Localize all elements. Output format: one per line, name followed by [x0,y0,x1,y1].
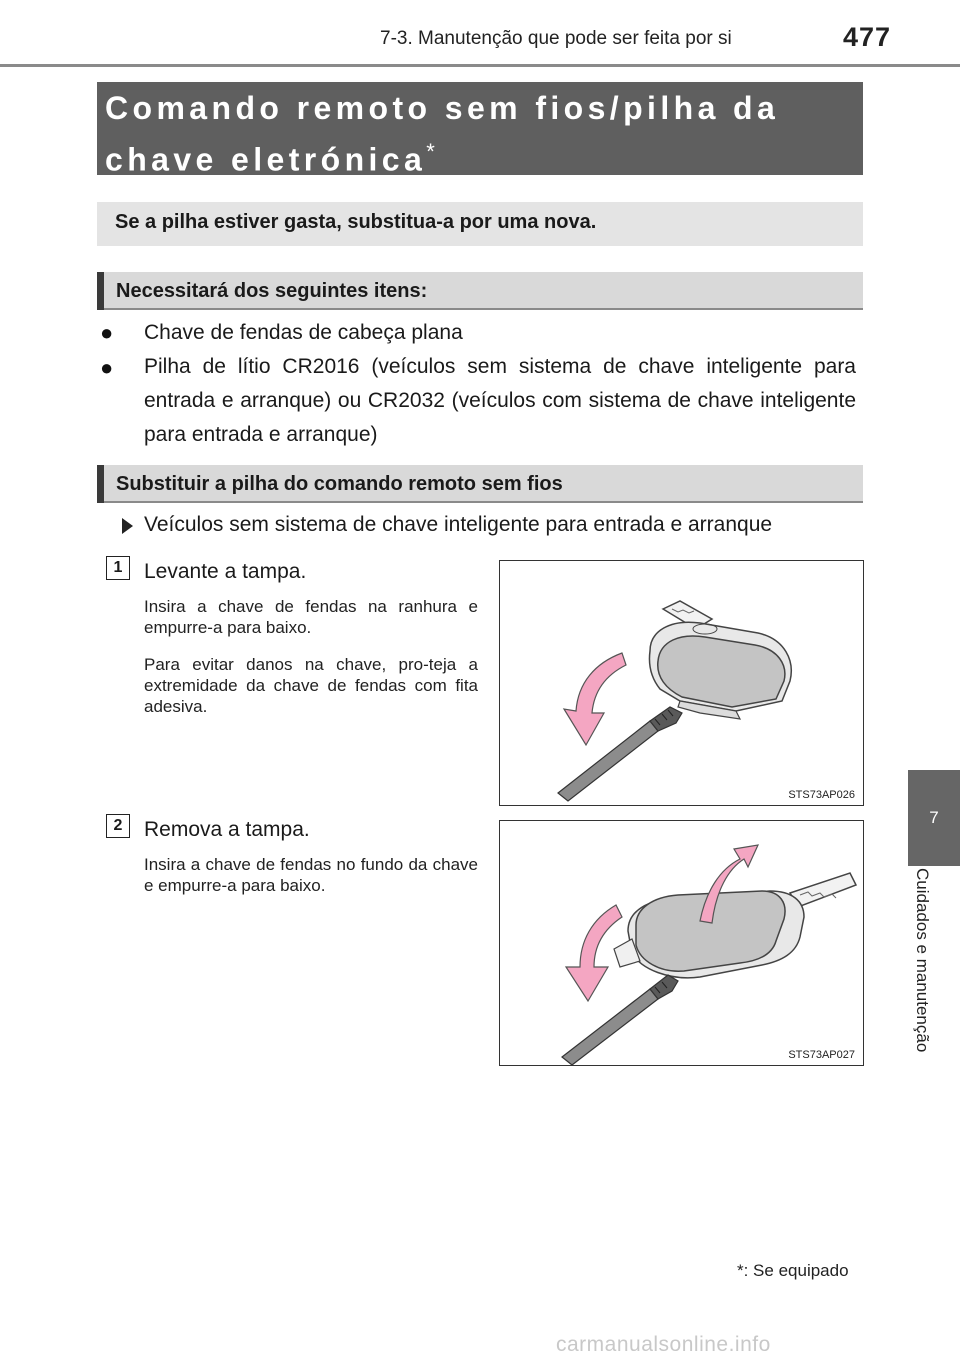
figure-lift-cover [499,560,864,806]
key-illustration-1 [500,561,863,805]
running-header-section: 7-3. Manutenção que pode ser feita por si [380,28,732,49]
step-description: Para evitar danos na chave, pro-teja a extremidade da chave de fendas com fita adesiva. [144,655,478,716]
intro-text: Se a pilha estiver gasta, substitua-a por uma nova. [115,211,597,233]
list-item: Pilha de lítio CR2016 (veículos sem sistema de chave inteligente para entrada e arranque) ou CR2032 (veículos com sistema de chave inteligente para entrada e arranque) [144,355,856,446]
section-heading-bar-items [97,272,104,310]
page-title-text: Comando remoto sem fios/pilha da chave eletrónica [105,90,780,178]
step-title: Remova a tampa. [144,818,310,841]
section-heading-replace: Substituir a pilha do comando remoto sem fios [116,473,563,495]
page-number: 477 [843,22,892,52]
step-description: Insira a chave de fendas na ranhura e empurre-a para baixo. [144,597,478,637]
step-number-badge: 2 [106,814,130,838]
key-illustration-2 [500,821,863,1065]
triangle-bullet-icon [122,518,133,534]
page-title [105,86,855,182]
bullet-icon: ● [100,320,114,345]
chapter-tab-label: Cuidados e manutenção [913,868,932,1053]
step-description: Insira a chave de fendas no fundo da chave e empurre-a para baixo. [144,855,478,895]
watermark: carmanualsonline.info [556,1333,771,1356]
section-heading-bar-replace [97,465,104,503]
step-number-badge: 1 [106,556,130,580]
title-asterisk: * [426,139,435,164]
vehicle-note: Veículos sem sistema de chave inteligente para entrada e arranque [144,513,773,536]
section-heading-items: Necessitará dos seguintes itens: [116,280,428,302]
chapter-tab: 7 [908,770,960,866]
figure-code: STS73AP026 [788,789,855,801]
chapter-tab-label-container [913,868,944,1108]
figure-code: STS73AP027 [788,1049,855,1061]
list-item: Chave de fendas de cabeça plana [144,321,463,344]
footnote: *: Se equipado [737,1261,849,1280]
bullet-icon: ● [100,355,114,380]
header-rule [0,64,960,67]
figure-remove-cover [499,820,864,1066]
step-title: Levante a tampa. [144,560,307,583]
